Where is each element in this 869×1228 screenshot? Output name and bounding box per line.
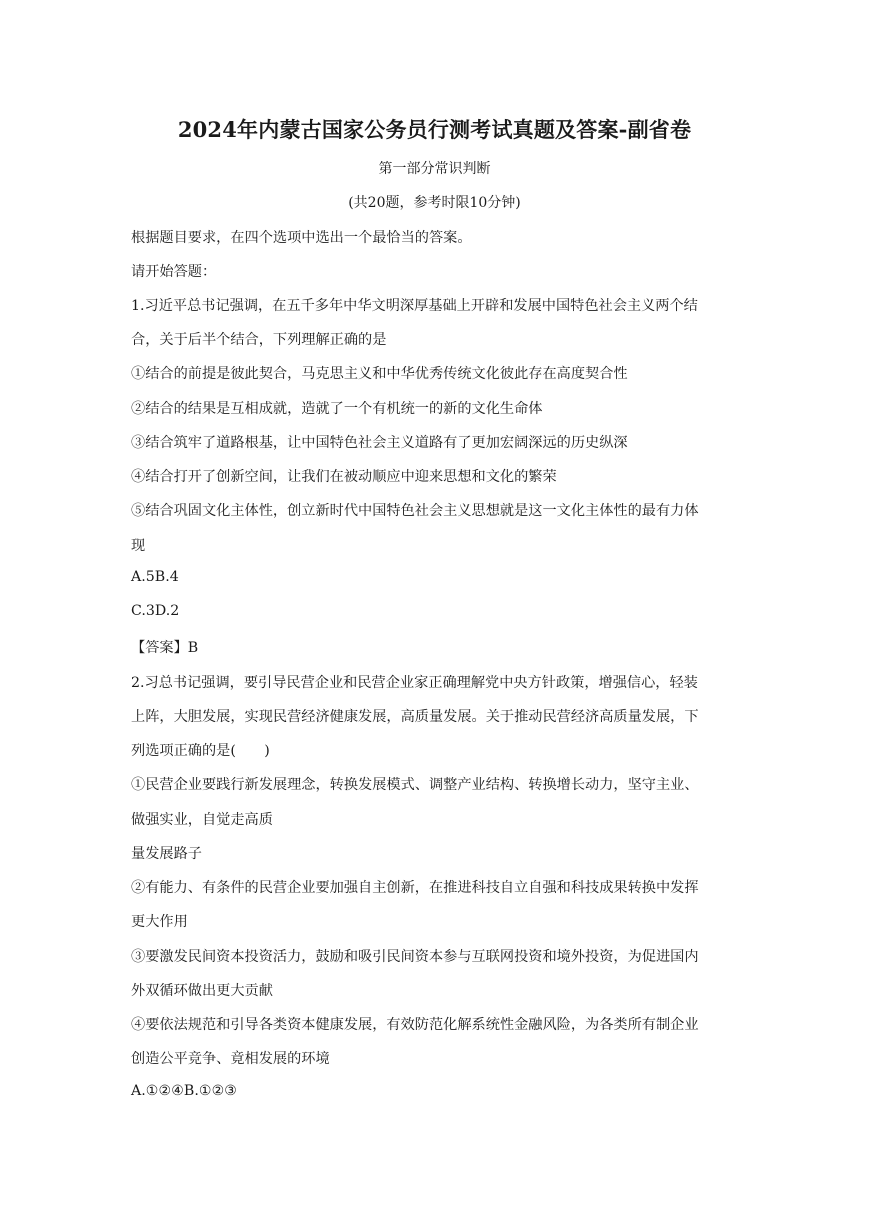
q1-statement: ③结合筑牢了道路根基，让中国特色社会主义道路有了更加宏阔深远的历史纵深 <box>131 435 628 451</box>
q2-statement: ②有能力、有条件的民营企业要加强自主创新，在推进科技自立自强和科技成果转换中发挥 <box>131 880 699 896</box>
q2-options: A.①②④B.①②③ <box>131 1083 238 1099</box>
start-text: 请开始答题： <box>131 264 217 280</box>
section-meta: (共20题，参考时限10分钟) <box>348 195 521 211</box>
q1-answer: 【答案】B <box>131 640 199 656</box>
q1-statement: ①结合的前提是彼此契合，马克思主义和中华优秀传统文化彼此存在高度契合性 <box>131 366 628 382</box>
q2-statement: 做强实业，自觉走高质 <box>131 812 273 828</box>
q2-stem-line: 列选项正确的是( ) <box>131 743 270 759</box>
q2-statement: 外双循环做出更大贡献 <box>131 983 273 999</box>
q2-statement: ①民营企业要践行新发展理念，转换发展模式、调整产业结构、转换增长动力，坚守主业、 <box>131 777 699 793</box>
q2-stem-line: 2.习总书记强调，要引导民营企业和民营企业家正确理解党中央方针政策，增强信心，轻装 <box>131 675 698 691</box>
q2-stem-line: 上阵，大胆发展，实现民营经济健康发展，高质量发展。关于推动民营经济高质量发展，下 <box>131 709 699 725</box>
q1-options: A.5B.4 <box>131 569 179 585</box>
instruction-text: 根据题目要求，在四个选项中选出一个最恰当的答案。 <box>131 230 472 246</box>
page-title: 2024年内蒙古国家公务员行测考试真题及答案-副省卷 <box>177 117 692 142</box>
q2-statement: ④要依法规范和引导各类资本健康发展，有效防范化解系统性金融风险，为各类所有制企业 <box>131 1017 699 1033</box>
q1-options: C.3D.2 <box>131 603 180 619</box>
q2-statement: 更大作用 <box>131 914 188 930</box>
q1-statement: 现 <box>131 538 146 554</box>
q2-statement: ③要激发民间资本投资活力，鼓励和吸引民间资本参与互联网投资和境外投资，为促进国内 <box>131 949 699 965</box>
q2-statement: 量发展路子 <box>131 846 202 862</box>
q2-statement: 创造公平竞争、竟相发展的环境 <box>131 1051 330 1067</box>
section-heading: 第一部分常识判断 <box>378 161 491 177</box>
q1-statement: ②结合的结果是互相成就，造就了一个有机统一的新的文化生命体 <box>131 401 543 417</box>
q1-statement: ④结合打开了创新空间，让我们在被动顺应中迎来思想和文化的繁荣 <box>131 469 557 485</box>
q1-stem-line: 合，关于后半个结合，下列理解正确的是 <box>131 332 387 348</box>
q1-stem-line: 1.习近平总书记强调，在五千多年中华文明深厚基础上开辟和发展中国特色社会主义两个结 <box>131 298 698 314</box>
q1-statement: ⑤结合巩固文化主体性，创立新时代中国特色社会主义思想就是这一文化主体性的最有力体 <box>131 503 699 519</box>
